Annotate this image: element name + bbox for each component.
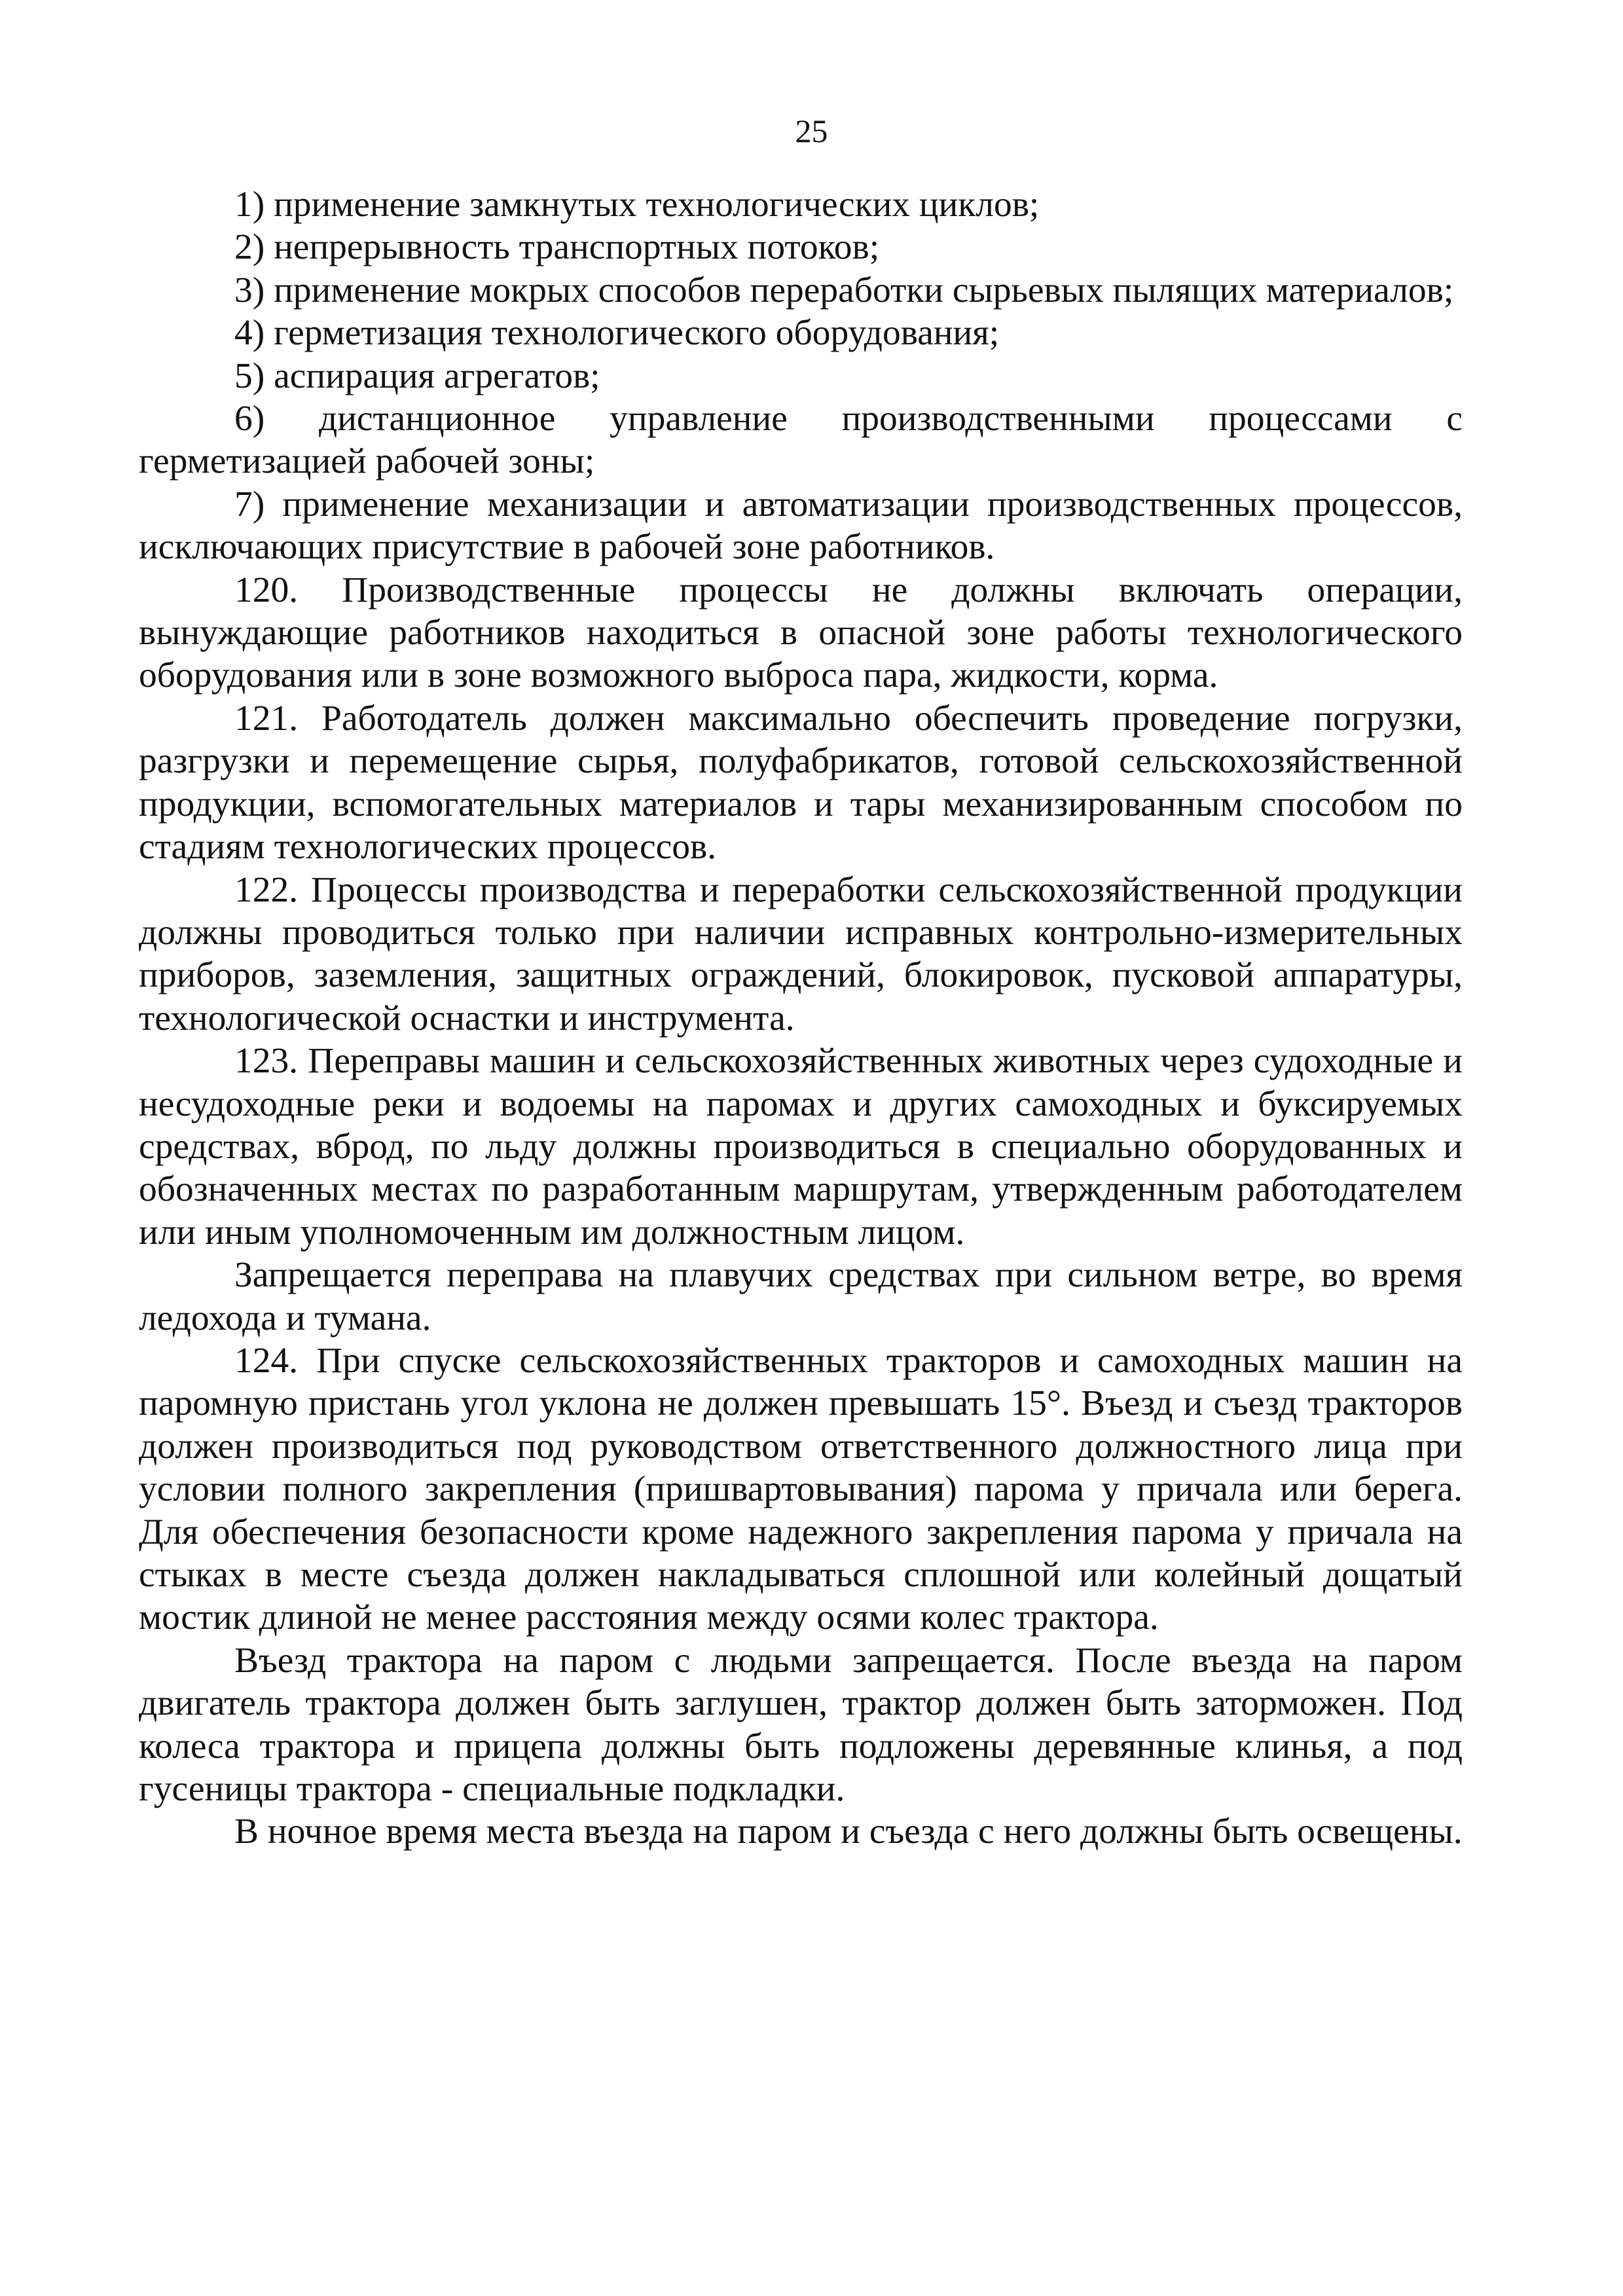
- page-number: 25: [795, 113, 828, 149]
- paragraph-121: 121. Работодатель должен максимально обеспечить проведение погрузки, разгрузки и перемещение сырья, полуфабрикатов, готовой сельскохозяйственной продукции, вспомогательных материалов и тары механизированным способом по стадиям технологических процессов.: [139, 698, 1463, 867]
- paragraph-120: 120. Производственные процессы не должны включать операции, вынуждающие работников находиться в опасной зоне работы технологического оборудования или в зоне возможного выброса пара, жидкости, корма.: [139, 570, 1463, 696]
- paragraph-122: 122. Процессы производства и переработки сельскохозяйственной продукции должны проводиться только при наличии исправных контрольно-измерительных приборов, заземления, защитных ограждений, блокировок, пусковой аппаратуры, технологической оснастки и инструмента.: [139, 869, 1463, 1038]
- paragraph-item-3: 3) применение мокрых способов переработки сырьевых пылящих материалов;: [234, 270, 1454, 310]
- document-body: [139, 183, 1463, 1853]
- paragraph-item-6: 6) дистанционное управление производственными процессами с герметизацией рабочей зоны;: [139, 399, 1463, 482]
- paragraph-124-night-lighting: В ночное время места въезда на паром и съезда с него должны быть освещены.: [234, 1812, 1463, 1852]
- paragraph-124: 124. При спуске сельскохозяйственных тракторов и самоходных машин на паромную пристань угол уклона не должен превышать 15°. Въезд и съезд тракторов должен производиться под руководством ответственного должностного лица при условии полного закрепления (пришвартовывания) парома у причала или берега. Для обеспечения безопасности кроме надежного закрепления парома у причала на стыках в месте съезда должен накладываться сплошной или колейный дощатый мостик длиной не менее расстояния между осями колес трактора.: [139, 1340, 1463, 1638]
- paragraph-item-5: 5) аспирация агрегатов;: [234, 355, 600, 396]
- paragraph-item-4: 4) герметизация технологического оборудования;: [234, 313, 1000, 354]
- paragraph-item-2: 2) непрерывность транспортных потоков;: [234, 227, 880, 268]
- paragraph-item-7: 7) применение механизации и автоматизации производственных процессов, исключающих присутствие в рабочей зоне работников.: [139, 484, 1463, 568]
- paragraph-123-prohibition: Запрещается переправа на плавучих средствах при сильном ветре, во время ледохода и тумана.: [139, 1255, 1463, 1338]
- paragraph-item-1: 1) применение замкнутых технологических циклов;: [234, 185, 1040, 225]
- paragraph-123: 123. Переправы машин и сельскохозяйственных животных через судоходные и несудоходные реки и водоемы на паромах и других самоходных и буксируемых средствах, вброд, по льду должны производиться в специально оборудованных и обозначенных местах по разработанным маршрутам, утвержденным работодателем или иным уполномоченным им должностным лицом.: [139, 1041, 1463, 1252]
- paragraph-124-entry-rules: Въезд трактора на паром с людьми запрещается. После въезда на паром двигатель трактора должен быть заглушен, трактор должен быть заторможен. Под колеса трактора и прицепа должны быть подложены деревянные клинья, а под гусеницы трактора - специальные подкладки.: [139, 1640, 1463, 1810]
